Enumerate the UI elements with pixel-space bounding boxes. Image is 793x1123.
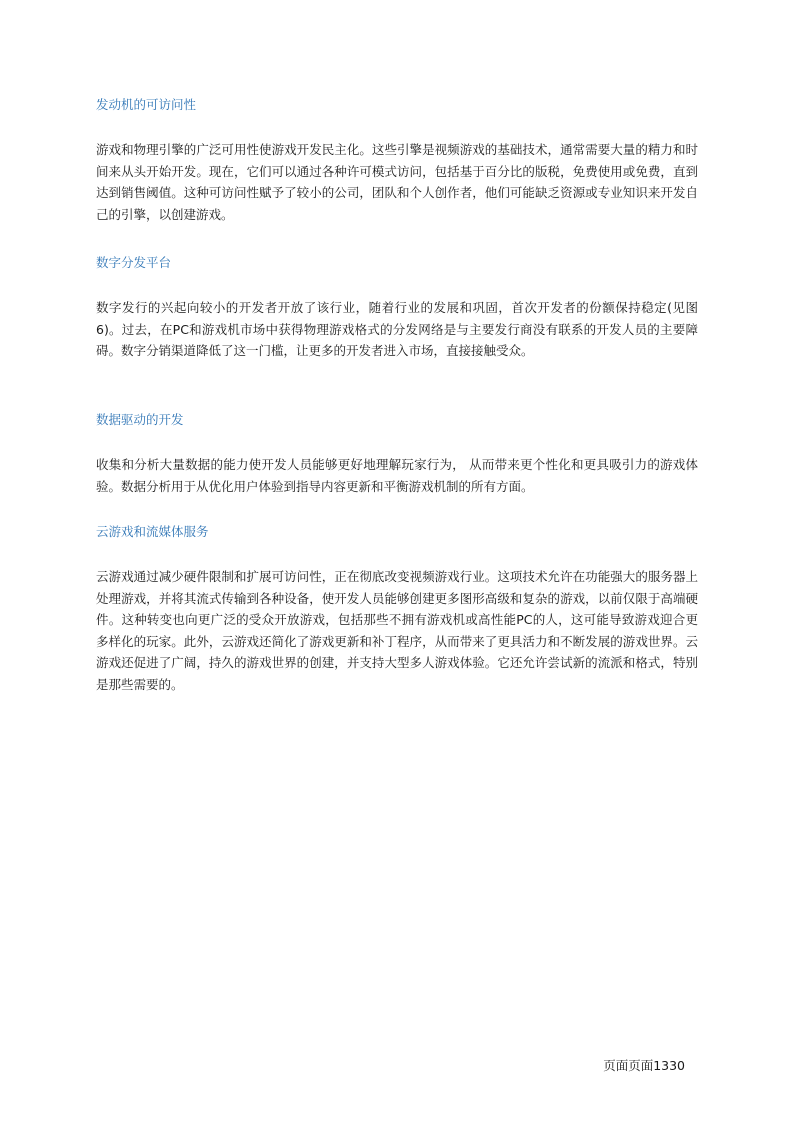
section-paragraph: 游戏和物理引擎的广泛可用性使游戏开发民主化。这些引擎是视频游戏的基础技术，通常需要大量的精力和时间来从头开始开发。现在，它们可以通过各种许可模式访问，包括基于百分比的版税，免费使用或免费，直到达到销售阈值。这种可访问性赋予了较小的公司，团队和个人创作者，他们可能缺乏资源或专业知识来开发自己的引擎，以创建游戏。 xyxy=(96,142,698,222)
section-data-driven-development xyxy=(96,412,698,497)
section-cloud-gaming xyxy=(96,524,698,695)
section-paragraph: 收集和分析大量数据的能力使开发人员能够更好地理解玩家行为， 从而带来更个性化和更具吸引力的游戏体验。数据分析用于从优化用户体验到指导内容更新和平衡游戏机制的所有方面。 xyxy=(96,457,698,494)
section-paragraph: 云游戏通过减少硬件限制和扩展可访问性，正在彻底改变视频游戏行业。这项技术允许在功能强大的服务器上处理游戏，并将其流式传输到各种设备，使开发人员能够创建更多图形高级和复杂的游戏，以前仅限于高端硬件。这种转变也向更广泛的受众开放游戏，包括那些不拥有游戏机或高性能PC的人，这可能导致游戏迎合更多样化的玩家。此外，云游戏还简化了游戏更新和补丁程序，从而带来了更具活力和不断发展的游戏世界。云游戏还促进了广阔，持久的游戏世界的创建，并支持大型多人游戏体验。它还允许尝试新的流派和格式，特别是那些需要的。 xyxy=(96,569,698,692)
section-engine-accessibility xyxy=(96,97,698,225)
section-heading: 发动机的可访问性 xyxy=(96,97,197,112)
section-heading: 数字分发平台 xyxy=(96,255,172,270)
page-number: 页面页面1330 xyxy=(603,1058,685,1073)
section-heading: 云游戏和流媒体服务 xyxy=(96,524,209,539)
section-paragraph: 数字发行的兴起向较小的开发者开放了该行业，随着行业的发展和巩固，首次开发者的份额保持稳定(见图6)。过去，在PC和游戏机市场中获得物理游戏格式的分发网络是与主要发行商没有联系的开发人员的主要障碍。数字分销渠道降低了这一门槛，让更多的开发者进入市场，直接接触受众。 xyxy=(96,300,698,358)
section-heading: 数据驱动的开发 xyxy=(96,412,184,427)
section-digital-distribution xyxy=(96,255,698,362)
